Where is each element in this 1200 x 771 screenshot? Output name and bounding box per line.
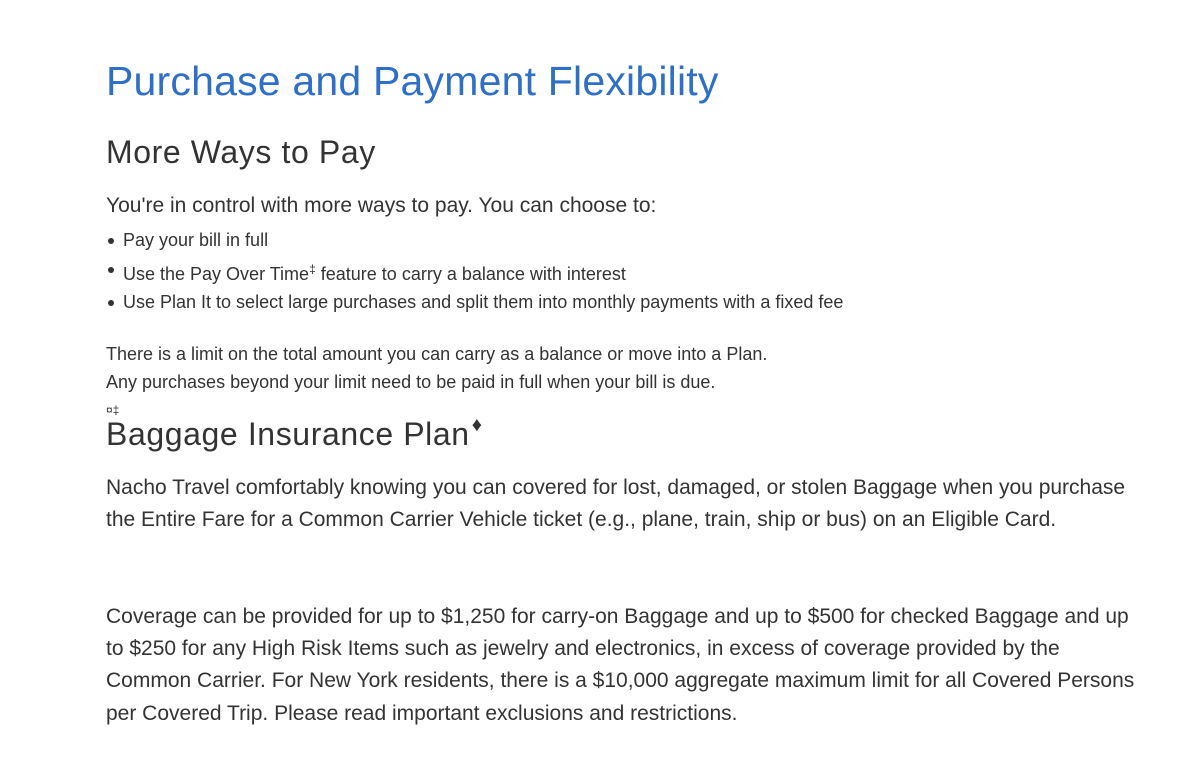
limit-note-line: There is a limit on the total amount you can carry as a balance or move into a Plan. bbox=[106, 344, 768, 364]
list-item-text: Pay your bill in full bbox=[123, 230, 269, 250]
list-item-text: Use Plan It to select large purchases and split them into monthly payments with a fixed fee bbox=[123, 292, 844, 312]
diamond-footnote-icon[interactable]: ♦ bbox=[471, 414, 483, 436]
more-ways-intro: You're in control with more ways to pay. You can choose to: bbox=[106, 194, 657, 217]
footnote-mark[interactable]: ¤‡ bbox=[106, 403, 120, 417]
more-ways-heading: More Ways to Pay bbox=[106, 134, 376, 170]
footnote-mark[interactable]: ‡ bbox=[309, 261, 316, 276]
list-item-text-rest: feature to carry a balance with interest bbox=[315, 263, 626, 284]
list-item bbox=[106, 255, 843, 289]
baggage-paragraph-1: Nacho Travel comfortably knowing you can covered for lost, damaged, or stolen Baggage when you purchase the Entire Fare for a Common Carrier Vehicle ticket (e.g., plane, train, ship or bus) on an Eligible Card. bbox=[106, 476, 1126, 532]
page-title: Purchase and Payment Flexibility bbox=[106, 58, 719, 104]
list-item bbox=[106, 288, 843, 317]
baggage-insurance-heading bbox=[106, 414, 483, 453]
limit-note-text: Any purchases beyond your limit need to be paid in full when your bill is due. bbox=[106, 372, 716, 392]
baggage-paragraph-2: Coverage can be provided for up to $1,250 for carry-on Baggage and up to $500 for checked Baggage and up to $250 for any High Risk Items such as jewelry and electronics, in excess of coverage provided by the Common Carrier. For New York residents, there is a $10,000 aggregate maximum limit for all Covered Persons per Covered Trip. Please read important exclusions and restrictions. bbox=[106, 605, 1135, 725]
baggage-heading-text: Baggage Insurance Plan bbox=[106, 416, 470, 452]
list-item bbox=[106, 226, 843, 255]
list-item-text: Use the Pay Over Time bbox=[123, 263, 310, 284]
payment-options-list bbox=[106, 226, 843, 317]
